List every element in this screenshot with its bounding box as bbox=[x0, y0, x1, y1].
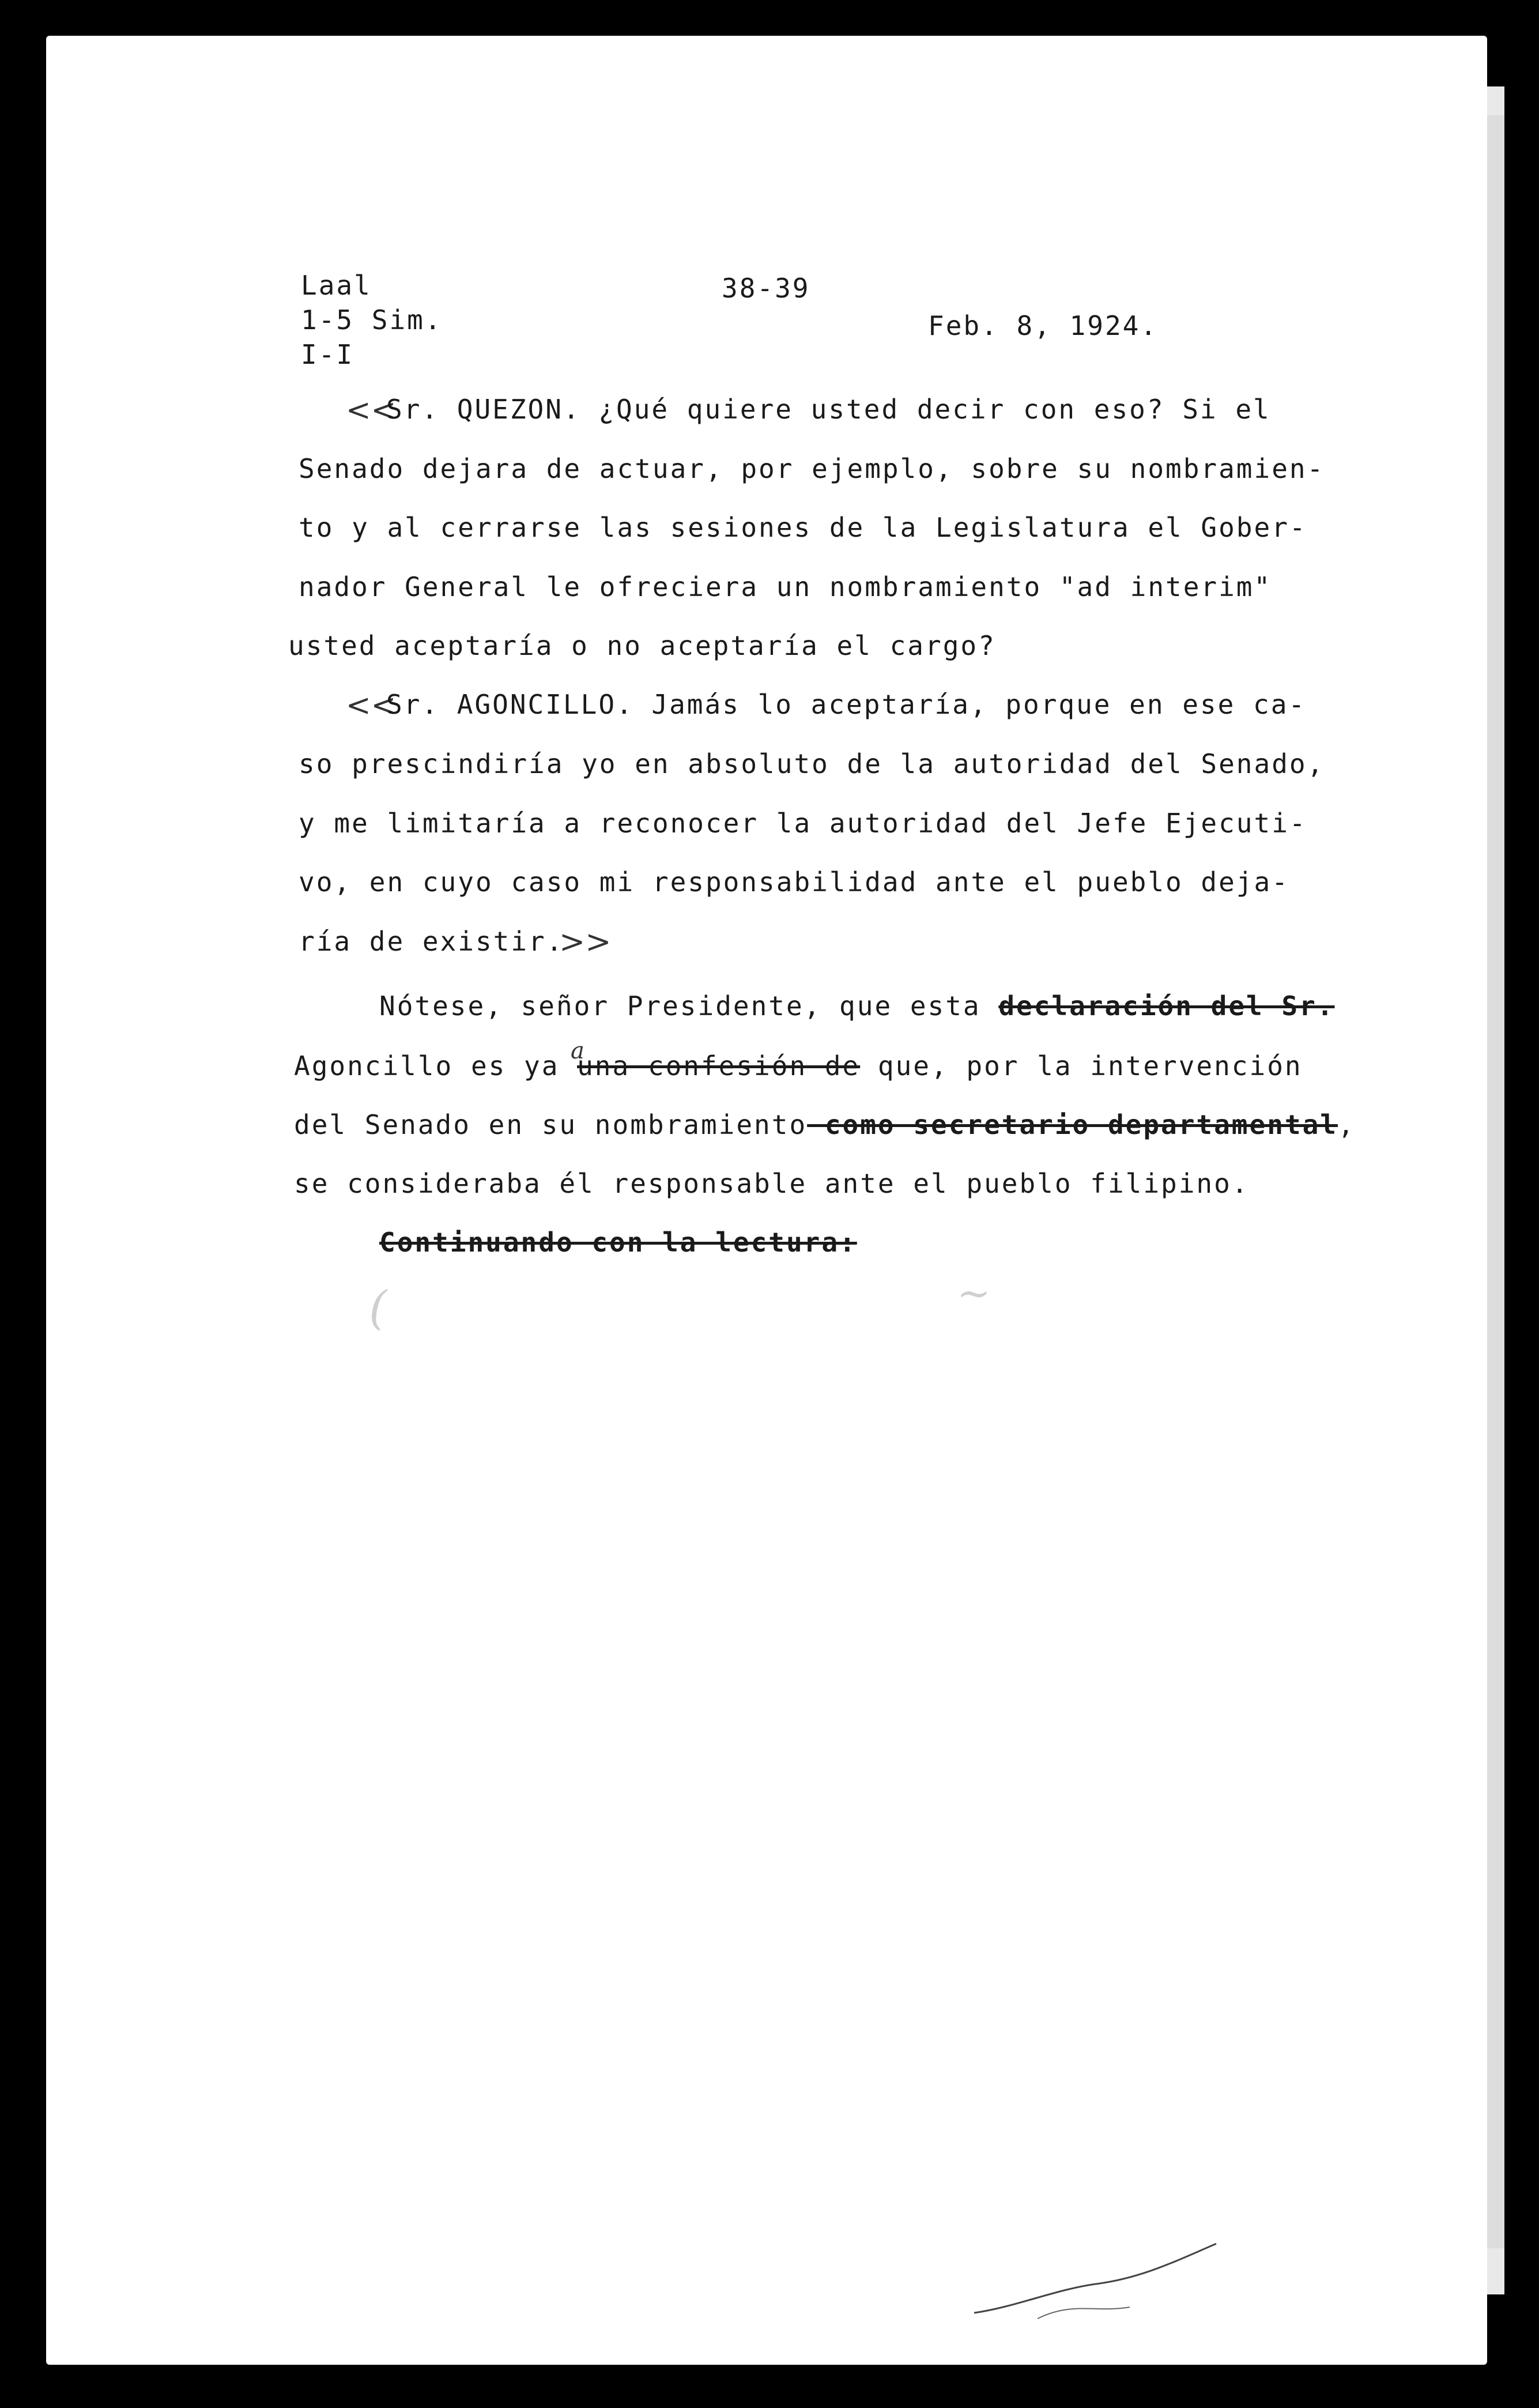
paragraph-1-line: usted aceptaría o no aceptaría el cargo? bbox=[288, 630, 996, 661]
paragraph-3-line bbox=[294, 1111, 1356, 1138]
struck-text: una confesión de bbox=[577, 1050, 861, 1081]
pen-scribble bbox=[968, 2238, 1228, 2330]
text-run: , bbox=[1337, 1109, 1356, 1140]
paragraph-2-line: so prescindiría yo en absoluto de la autoridad del Senado, bbox=[299, 748, 1325, 779]
paragraph-2-line: Sr. AGONCILLO. Jamás lo aceptaría, porque en ese ca- bbox=[386, 689, 1307, 720]
paper-edge bbox=[1487, 115, 1504, 2248]
paragraph-1-line: nador General le ofreciera un nombramiento "ad interim" bbox=[299, 571, 1272, 602]
text-run: del Senado en su nombramiento bbox=[294, 1109, 808, 1140]
open-quote-mark: << bbox=[346, 393, 397, 428]
document-page bbox=[46, 36, 1487, 2365]
header-ref-line3: I-I bbox=[301, 339, 354, 370]
paragraph-1-line: to y al cerrarse las sesiones de la Legislatura el Gober- bbox=[299, 512, 1307, 543]
close-quote-mark: >> bbox=[559, 924, 612, 960]
struck-paragraph: Continuando con la lectura: bbox=[379, 1227, 857, 1258]
paragraph-2-line: y me limitaría a reconocer la autoridad del Jefe Ejecuti- bbox=[299, 808, 1307, 839]
document-date: Feb. 8, 1924. bbox=[928, 310, 1159, 341]
handwritten-insertion: a bbox=[571, 1038, 584, 1064]
paragraph-1-line: Sr. QUEZON. ¿Qué quiere usted decir con eso? Si el bbox=[386, 394, 1271, 425]
header-ref-line1: Laal bbox=[301, 270, 372, 301]
struck-text: declaración del Sr. bbox=[998, 990, 1335, 1022]
text-run: Agoncillo es ya bbox=[294, 1050, 578, 1081]
paragraph-1-line: Senado dejara de actuar, por ejemplo, sobre su nombramien- bbox=[299, 453, 1325, 484]
paragraph-2-line: ría de existir. bbox=[299, 926, 564, 957]
bleed-through-mark: ~ bbox=[957, 1269, 991, 1317]
bleed-through-mark: ( bbox=[369, 1281, 387, 1335]
header-ref-line2: 1-5 Sim. bbox=[301, 304, 443, 336]
open-quote-mark: << bbox=[346, 688, 397, 723]
page-reference: 38-39 bbox=[722, 273, 810, 304]
paragraph-2-line: vo, en cuyo caso mi responsabilidad ante el pueblo deja- bbox=[299, 866, 1289, 898]
text-run: que, por la intervención bbox=[860, 1050, 1303, 1081]
paragraph-3-line: se consideraba él responsable ante el pueblo filipino. bbox=[294, 1168, 1250, 1199]
paragraph-3-line bbox=[379, 990, 1335, 1022]
struck-text: como secretario departamental bbox=[807, 1109, 1338, 1140]
text-run: Nótese, señor Presidente, que esta bbox=[379, 990, 999, 1022]
paragraph-3-line bbox=[294, 1050, 1303, 1081]
